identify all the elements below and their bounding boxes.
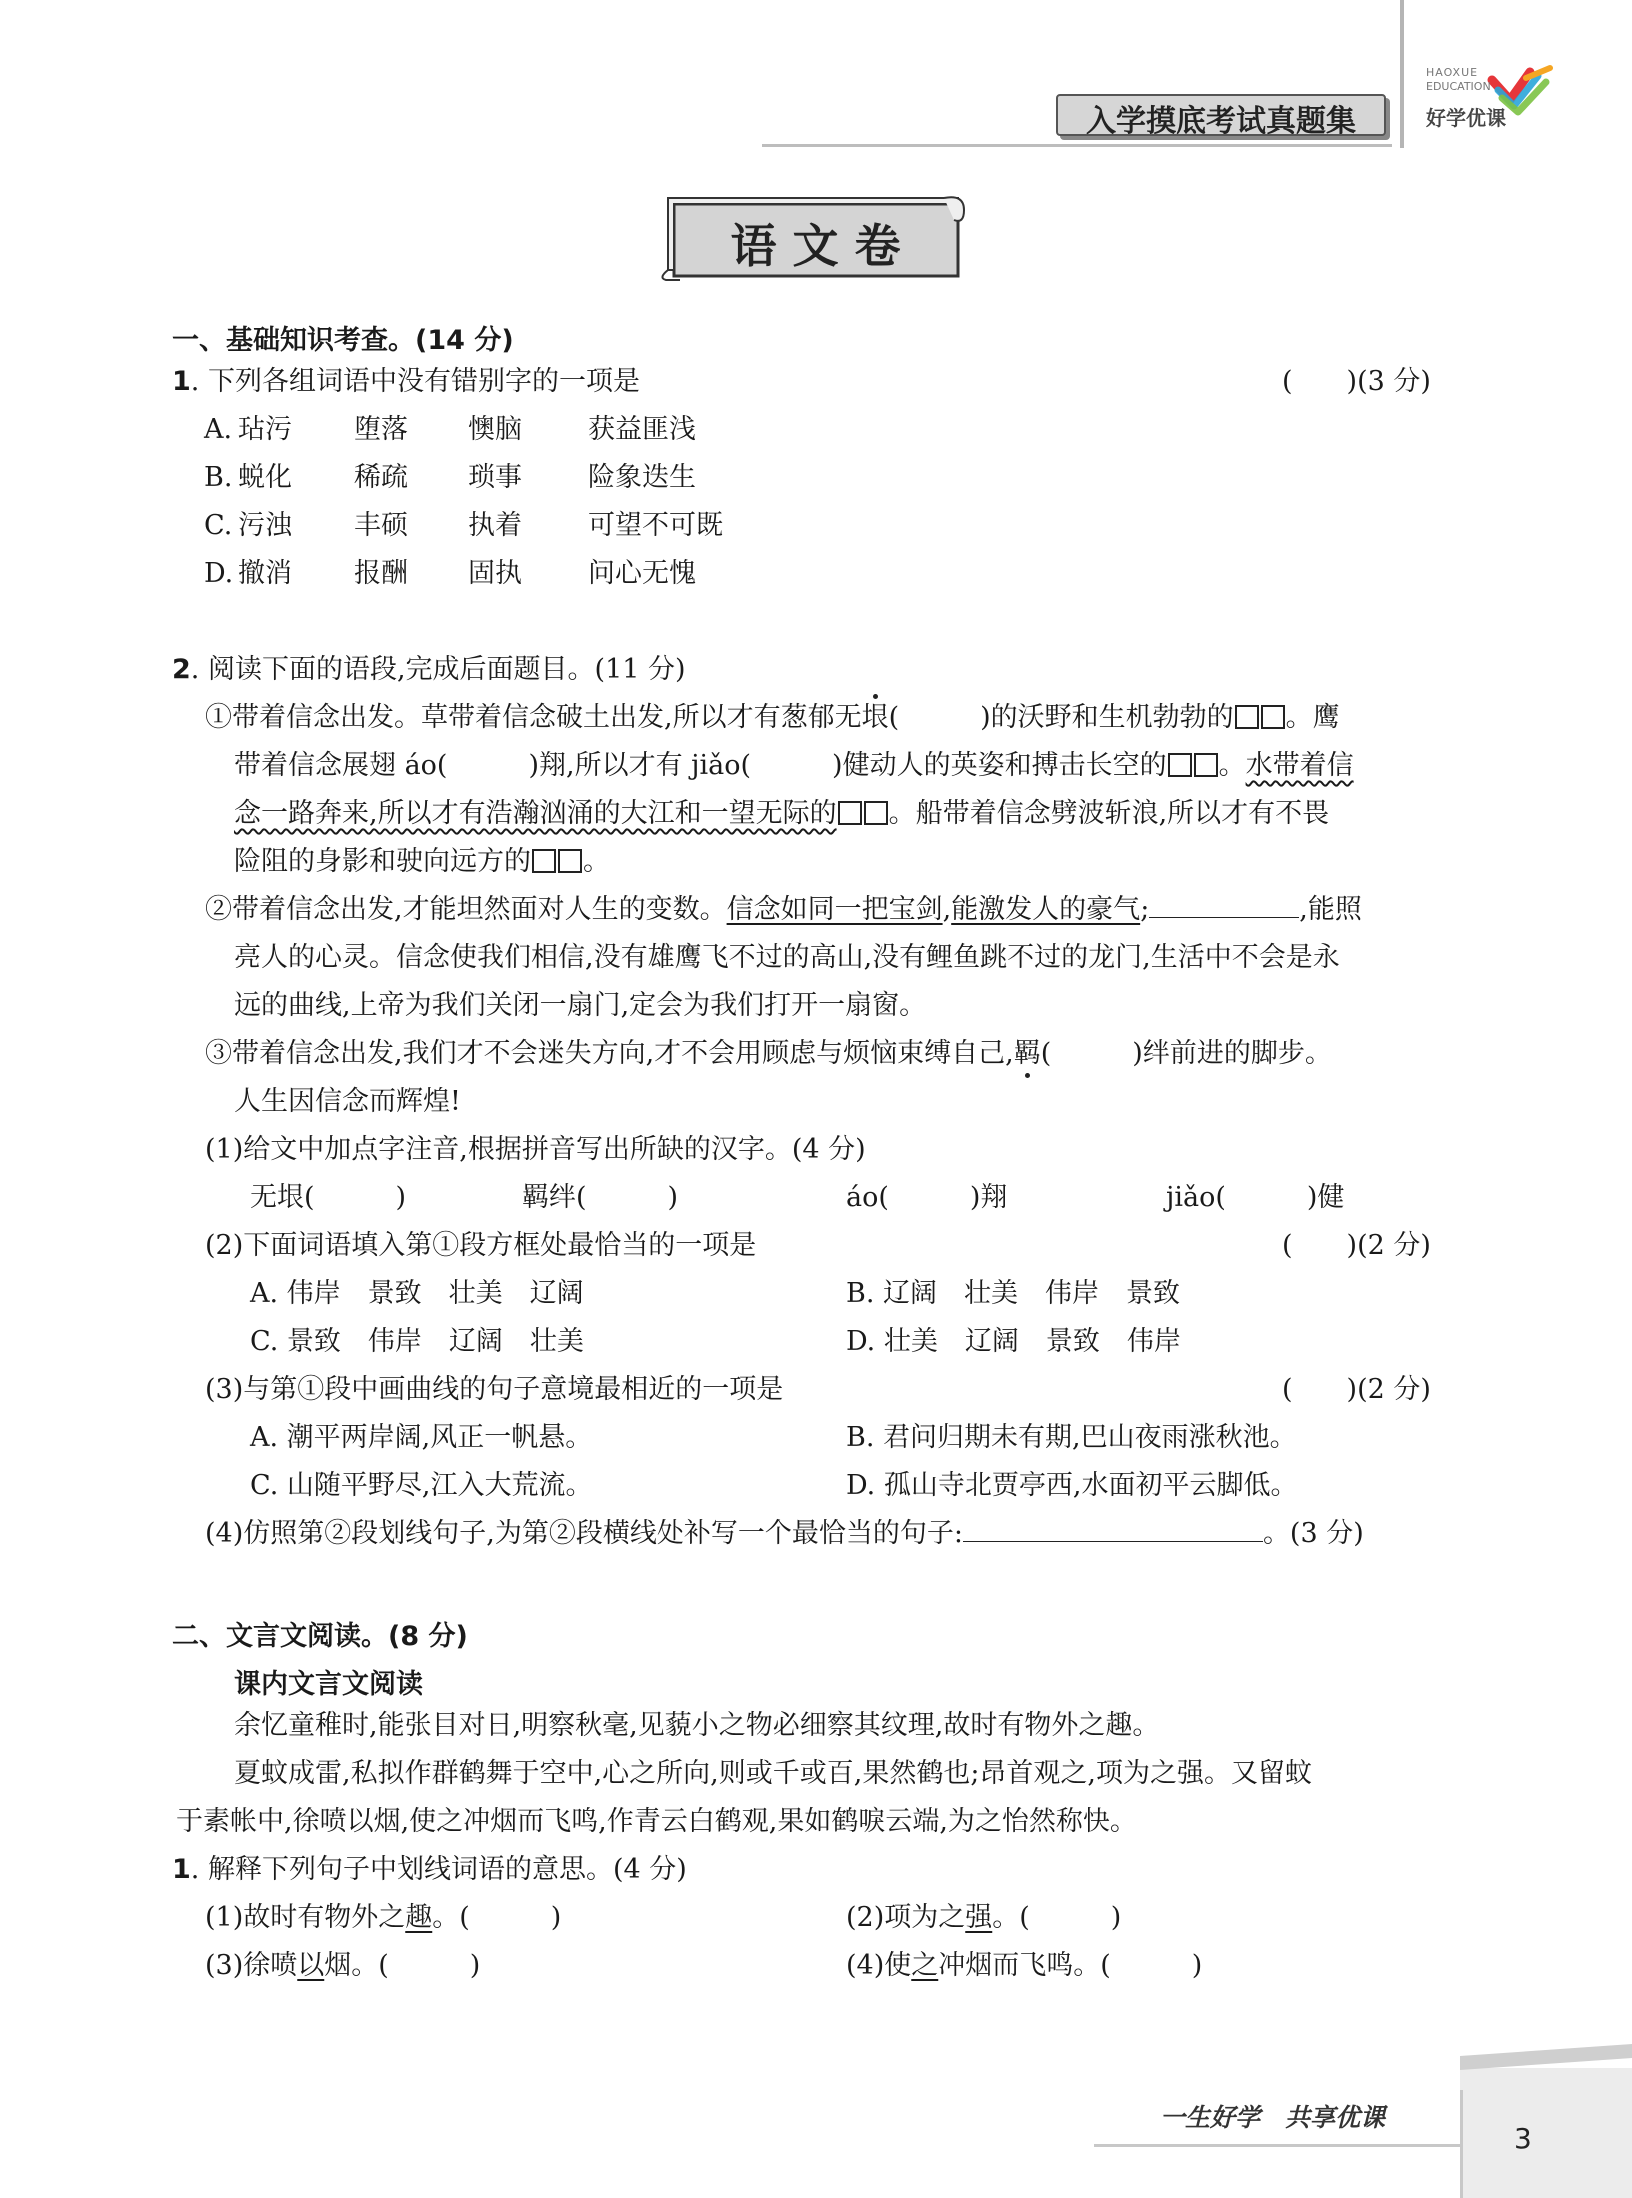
section2-title: 二、文言文阅读。(8 分) [172,1621,468,1652]
option-word: 可望不可既 [588,510,723,541]
choice-option[interactable] [846,1278,1180,1309]
sub2-score: ( )(2 分) [1282,1230,1431,1261]
wavy-sentence-part2: 念一路奔来,所以才有浩瀚汹涌的大江和一望无际的 [234,798,837,829]
explain-item-pre: (4)使 [846,1950,912,1981]
explain-item-pre: (3)徐喷 [205,1950,298,1981]
brand-cn: 好学优课 [1426,106,1506,130]
q2-p1-l4a: 险阻的身影和驶向远方的 [234,846,531,877]
series-title: 入学摸底考试真题集 [1086,104,1356,139]
header [0,0,1632,150]
blank-box [558,849,582,873]
choice-option[interactable] [250,1422,592,1453]
brand-en-2: EDUCATION [1426,80,1491,93]
sub1-stem: (1)给文中加点字注音,根据拼音写出所缺的汉字。(4 分) [205,1134,866,1165]
footer-corner-shape [1460,2068,1632,2198]
option-letter: A. [250,1278,287,1309]
choice-option[interactable] [250,1278,584,1309]
option-word: 问心无愧 [588,558,696,589]
blank-box [532,849,556,873]
q2-p1-line3 [234,798,1329,829]
option-letter: B. [846,1278,884,1309]
option-word: 稀疏 [354,462,408,493]
q2-stem-text: . 阅读下面的语段,完成后面题目。(11 分) [190,654,686,685]
q1-stem-text: . 下列各组词语中没有错别字的一项是 [190,366,640,397]
option-word: 固执 [468,558,522,589]
sub4-stem-text: (4)仿照第②段划线句子,为第②段横线处补写一个最恰当的句子: [205,1518,963,1549]
q1-stem [172,366,640,397]
option-word: 执着 [468,510,522,541]
choice-option[interactable] [250,1470,592,1501]
option-text: 孤山寺北贾亭西,水面初平云脚低。 [883,1470,1298,1501]
q2-p2-l1b: ; [1140,894,1150,925]
option-letter: D. [204,558,234,589]
explain-item[interactable] [846,1902,1121,1933]
option-letter: C. [250,1470,287,1501]
option-word: 玷污 [238,414,292,445]
sub1-item-3[interactable]: áo( )翔 [846,1182,1008,1213]
option-word: 丰硕 [354,510,408,541]
explain-item-pre: (2)项为之 [846,1902,966,1933]
q2-p3-l1a: ③带着信念出发,我们才不会迷失方向,才不会用顾虑与烦恼束缚自己, [205,1038,1014,1069]
sub4-stem [205,1518,1364,1549]
q2-p1-l1c: 。鹰 [1285,702,1340,733]
blank-box [1235,705,1259,729]
q2-p1-l2a: 带着信念展翅 áo( )翔,所以才有 jiǎo( )健动人的英姿和搏击长空的 [234,750,1167,781]
q2-p1-l1b: ( )的沃野和生机勃勃的 [888,702,1234,733]
choice-option[interactable] [846,1470,1297,1501]
underlined-word: 以 [297,1950,325,1981]
q2-number: 2 [172,654,191,685]
q2-p2-line2: 亮人的心灵。信念使我们相信,没有雄鹰飞不过的高山,没有鲤鱼跳不过的龙门,生活中不会是永 [234,942,1340,973]
option-text: 景致 伟岸 辽阔 壮美 [286,1326,584,1357]
q2-p1-line4 [234,846,610,877]
dotted-char-ji: 羁 [1013,1038,1041,1069]
choice-option[interactable] [846,1326,1181,1357]
paper-title: 语 文 卷 [730,219,901,273]
option-word: 蜕化 [238,462,292,493]
option-text: 君问归期未有期,巴山夜雨涨秋池。 [883,1422,1297,1453]
option-letter: D. [846,1326,884,1357]
section2-subtitle: 课内文言文阅读 [234,1669,423,1700]
q2-p2-l1s: , [942,894,952,925]
footer [0,2040,1632,2198]
s2-q1-number: 1 [172,1854,191,1885]
q2-p3-l1b: ( )绊前进的脚步。 [1040,1038,1332,1069]
explain-item-post: 烟。( ) [324,1950,481,1981]
q2-p1-l1a: ①带着信念出发。草带着信念破土出发,所以才有葱郁无 [205,702,862,733]
sub4-score: 。(3 分) [1262,1518,1364,1549]
q1-score: ( )(3 分) [1282,366,1431,397]
option-word: 懊脑 [468,414,522,445]
q2-p1-l2b: 。 [1218,750,1246,781]
q2-p2-l1a: ②带着信念出发,才能坦然面对人生的变数。 [205,894,727,925]
option-word: 撤消 [238,558,292,589]
q2-p2-l1c: ,能照 [1299,894,1362,925]
option-letter: B. [204,462,233,493]
s2-q1-stem [172,1854,687,1885]
q2-p2-line3: 远的曲线,上帝为我们关闭一扇门,定会为我们打开一扇窗。 [234,990,927,1021]
explain-item[interactable] [846,1950,1202,1981]
underlined-word: 之 [911,1950,939,1981]
option-word: 琐事 [468,462,522,493]
underlined-word: 趣 [405,1902,433,1933]
q2-stem [172,654,686,685]
underlined-sentence-1: 信念如同一把宝剑 [726,894,943,925]
passage-line3: 于素帐中,徐喷以烟,使之冲烟而飞鸣,作青云白鹤观,果如鹤唳云端,为之怡然称快。 [176,1806,1137,1837]
sub4-answer-line[interactable] [963,1540,1263,1542]
option-word: 污浊 [238,510,292,541]
q2-p1-line2 [234,750,1354,781]
blank-box [1261,705,1285,729]
q2-p2-line1 [205,894,1362,925]
footer-slant [1460,2044,1632,2070]
q1-number: 1 [172,366,191,397]
fill-blank-line[interactable] [1149,916,1299,918]
sub1-item-2[interactable]: 羁绊( ) [522,1182,679,1213]
choice-option[interactable] [250,1326,584,1357]
sub3-score: ( )(2 分) [1282,1374,1431,1405]
underlined-word: 强 [965,1902,993,1933]
option-text: 潮平两岸阔,风正一帆悬。 [286,1422,593,1453]
footer-vertical-rule [1460,2090,1463,2198]
footer-slogan: 一生好学 共享优课 [1160,2103,1386,2132]
passage-line2: 夏蚊成雷,私拟作群鹤舞于空中,心之所向,则或千或百,果然鹤也;昂首观之,项为之强。又留蚊 [234,1758,1313,1789]
wavy-sentence-part1: 水带着信 [1245,750,1354,781]
option-word: 险象迭生 [588,462,696,493]
blank-box [864,801,888,825]
passage-line1: 余忆童稚时,能张目对日,明察秋毫,见藐小之物必细察其纹理,故时有物外之趣。 [234,1710,1160,1741]
explain-item-pre: (1)故时有物外之 [205,1902,406,1933]
option-text: 壮美 辽阔 景致 伟岸 [883,1326,1181,1357]
header-vertical-rule [1400,0,1404,148]
explain-item[interactable] [205,1902,561,1933]
option-letter: C. [204,510,233,541]
underlined-sentence-2: 能激发人的豪气 [951,894,1141,925]
footer-rule [1094,2144,1460,2147]
s2-q1-stem-text: . 解释下列句子中划线词语的意思。(4 分) [190,1854,687,1885]
option-text: 山随平野尽,江入大荒流。 [286,1470,593,1501]
brand-logo [1426,60,1566,130]
sub3-stem: (3)与第①段中画曲线的句子意境最相近的一项是 [205,1374,784,1405]
sub1-item-1[interactable]: 无垠( ) [250,1182,407,1213]
option-word: 获益匪浅 [588,414,696,445]
q2-p3-line2: 人生因信念而辉煌! [234,1086,461,1117]
option-word: 堕落 [354,414,408,445]
explain-item-post: 冲烟而飞鸣。( ) [938,1950,1203,1981]
sub2-stem: (2)下面词语填入第①段方框处最恰当的一项是 [205,1230,757,1261]
q2-p1-line1 [205,702,1340,733]
section1-title: 一、基础知识考查。(14 分) [172,325,514,356]
choice-option[interactable] [846,1422,1297,1453]
option-letter: B. [846,1422,884,1453]
option-text: 辽阔 壮美 伟岸 景致 [883,1278,1181,1309]
paper-title-scroll [658,190,973,282]
blank-box [1168,753,1192,777]
option-letter: A. [250,1422,287,1453]
option-letter: D. [846,1470,884,1501]
blank-box [1194,753,1218,777]
explain-item[interactable] [205,1950,480,1981]
explain-item-post: 。( ) [992,1902,1122,1933]
header-rule [762,144,1392,147]
page-number: 3 [1514,2122,1532,2155]
option-letter: A. [204,414,233,445]
option-text: 伟岸 景致 壮美 辽阔 [286,1278,584,1309]
q2-p1-l3b: 。船带着信念劈波斩浪,所以才有不畏 [888,798,1330,829]
sub1-item-4[interactable]: jiǎo( )健 [1166,1182,1345,1213]
q2-p3-line1 [205,1038,1332,1069]
brand-en-1: HAOXUE [1426,66,1479,79]
q2-p1-l4b: 。 [583,846,610,877]
option-word: 报酬 [354,558,408,589]
option-letter: C. [250,1326,287,1357]
dotted-char-yin: 垠 [861,702,889,733]
blank-box [838,801,862,825]
explain-item-post: 。( ) [432,1902,562,1933]
